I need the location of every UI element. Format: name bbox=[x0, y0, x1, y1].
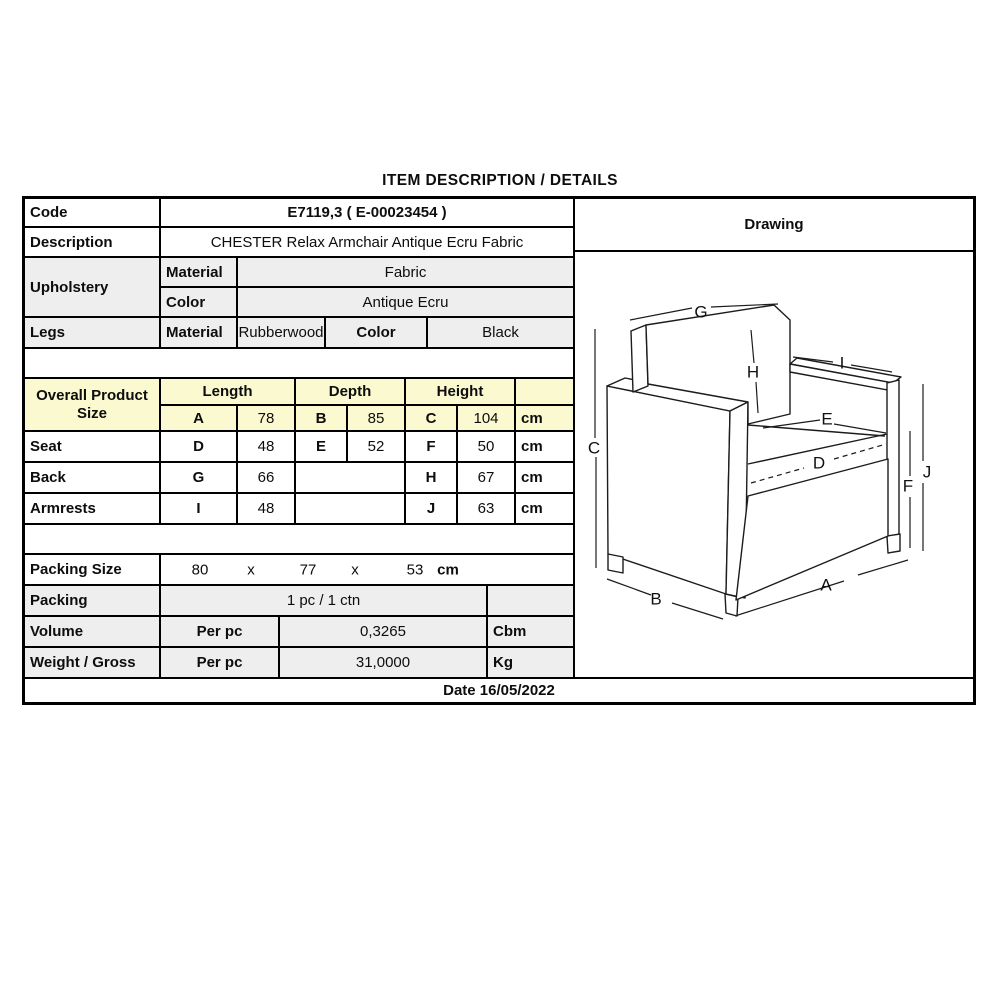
dim-f-key: F bbox=[406, 432, 458, 461]
packing-size-v2: 77 bbox=[299, 561, 317, 578]
dim-i-key: I bbox=[161, 494, 238, 523]
dim-j-value: 63 bbox=[458, 494, 516, 523]
upholstery-color-label: Color bbox=[161, 288, 238, 316]
dim-g-key: G bbox=[161, 463, 238, 492]
volume-value: 0,3265 bbox=[280, 617, 488, 646]
spec-table-body bbox=[25, 199, 973, 677]
weight-unit: Kg bbox=[493, 654, 513, 671]
dim-j-key: J bbox=[406, 494, 458, 523]
packing-size-x1: x bbox=[247, 561, 255, 578]
dim-e-value: 52 bbox=[348, 432, 406, 461]
overall-unit: cm bbox=[521, 409, 543, 427]
legs-material-value: Rubberwood bbox=[238, 318, 326, 347]
upholstery-material-value: Fabric bbox=[238, 258, 573, 288]
chair-front-panel bbox=[736, 459, 888, 600]
overall-size-label-line1: Overall Product bbox=[36, 387, 148, 405]
row-description bbox=[25, 228, 573, 258]
back-unit: cm bbox=[521, 469, 543, 486]
row-weight bbox=[25, 648, 573, 677]
code-label: Code bbox=[25, 199, 161, 226]
armrests-depth-empty bbox=[296, 494, 406, 523]
overall-size-label-line2: Size bbox=[76, 404, 107, 422]
upholstery-block bbox=[25, 258, 573, 318]
drawing-dim-j: J bbox=[922, 462, 932, 482]
back-label: Back bbox=[25, 463, 161, 492]
chair-back-leg bbox=[608, 554, 623, 573]
overall-size-block bbox=[25, 379, 573, 432]
row-packing bbox=[25, 586, 573, 617]
date-row bbox=[25, 677, 973, 702]
dim-i-value: 48 bbox=[238, 494, 296, 523]
volume-label: Volume bbox=[25, 617, 161, 646]
drawing-dim-h: H bbox=[746, 362, 760, 382]
drawing-section bbox=[575, 199, 973, 677]
packing-size-v1: 80 bbox=[191, 561, 209, 578]
dim-c-value: 104 bbox=[458, 406, 516, 430]
overall-values-row bbox=[161, 406, 573, 430]
armrests-unit: cm bbox=[521, 500, 543, 517]
packing-size-label: Packing Size bbox=[25, 555, 161, 584]
row-armrests bbox=[25, 494, 573, 525]
upholstery-label: Upholstery bbox=[25, 258, 161, 316]
dim-a-value: 78 bbox=[238, 406, 296, 430]
chair-right-leg bbox=[887, 534, 900, 553]
seat-unit: cm bbox=[521, 438, 543, 455]
packing-label: Packing bbox=[25, 586, 161, 615]
chair-left-panel bbox=[607, 386, 730, 594]
row-legs bbox=[25, 318, 573, 349]
dim-g-value: 66 bbox=[238, 463, 296, 492]
weight-label: Weight / Gross bbox=[25, 648, 161, 677]
packing-unit-empty bbox=[488, 586, 573, 615]
drawing-dim-a: A bbox=[820, 575, 832, 595]
packing-size-v3: 53 bbox=[406, 561, 424, 578]
description-label: Description bbox=[25, 228, 161, 256]
legs-material-label: Material bbox=[161, 318, 238, 347]
dim-d-value: 48 bbox=[238, 432, 296, 461]
seat-label: Seat bbox=[25, 432, 161, 461]
row-packing-size bbox=[25, 555, 573, 586]
row-seat bbox=[25, 432, 573, 463]
drawing-header: Drawing bbox=[575, 199, 973, 252]
chair-back-edge bbox=[631, 325, 648, 392]
drawing-dim-b: B bbox=[650, 589, 662, 609]
volume-per: Per pc bbox=[161, 617, 280, 646]
drawing-area bbox=[575, 252, 973, 677]
weight-value: 31,0000 bbox=[280, 648, 488, 677]
spacer-row bbox=[25, 349, 573, 379]
packing-value: 1 pc / 1 ctn bbox=[161, 586, 488, 615]
upholstery-material-label: Material bbox=[161, 258, 238, 288]
details-section bbox=[25, 199, 575, 677]
dim-f-value: 50 bbox=[458, 432, 516, 461]
height-header: Height bbox=[406, 379, 516, 404]
armrests-label: Armrests bbox=[25, 494, 161, 523]
dim-b-key: B bbox=[296, 406, 348, 430]
legs-color-label: Color bbox=[326, 318, 428, 347]
volume-unit: Cbm bbox=[493, 623, 527, 640]
length-header: Length bbox=[161, 379, 296, 404]
drawing-dim-i: I bbox=[839, 353, 845, 373]
drawing-dim-c: C bbox=[587, 438, 601, 458]
drawing-dim-e: E bbox=[821, 409, 833, 429]
chair-right-post bbox=[887, 380, 899, 538]
row-code bbox=[25, 199, 573, 228]
size-header-row bbox=[161, 379, 573, 406]
dim-h-key: H bbox=[406, 463, 458, 492]
drawing-dim-g: G bbox=[694, 302, 708, 322]
row-volume bbox=[25, 617, 573, 648]
page-title: ITEM DESCRIPTION / DETAILS bbox=[382, 172, 618, 189]
row-back bbox=[25, 463, 573, 494]
date-value: Date 16/05/2022 bbox=[443, 682, 555, 699]
legs-color-value: Black bbox=[482, 324, 519, 341]
spec-table bbox=[22, 196, 976, 705]
dim-e-key: E bbox=[296, 432, 348, 461]
dim-b-value: 85 bbox=[348, 406, 406, 430]
size-header-empty bbox=[516, 379, 573, 404]
dim-c-key: C bbox=[406, 406, 458, 430]
spacer-row bbox=[25, 525, 573, 555]
code-value: E7119,3 ( E-00023454 ) bbox=[287, 204, 447, 221]
legs-label: Legs bbox=[25, 318, 161, 347]
dim-h-value: 67 bbox=[458, 463, 516, 492]
dim-a-key: A bbox=[161, 406, 238, 430]
packing-size-x2: x bbox=[351, 561, 359, 578]
armchair-drawing bbox=[575, 252, 973, 672]
depth-header: Depth bbox=[296, 379, 406, 404]
back-depth-empty bbox=[296, 463, 406, 492]
dim-d-key: D bbox=[161, 432, 238, 461]
drawing-dim-f: F bbox=[902, 476, 914, 496]
upholstery-color-value: Antique Ecru bbox=[362, 293, 449, 311]
description-value: CHESTER Relax Armchair Antique Ecru Fabric bbox=[210, 233, 524, 251]
weight-per: Per pc bbox=[161, 648, 280, 677]
packing-size-unit: cm bbox=[437, 561, 459, 578]
drawing-dim-d: D bbox=[812, 453, 826, 473]
packing-size-values bbox=[161, 555, 573, 584]
